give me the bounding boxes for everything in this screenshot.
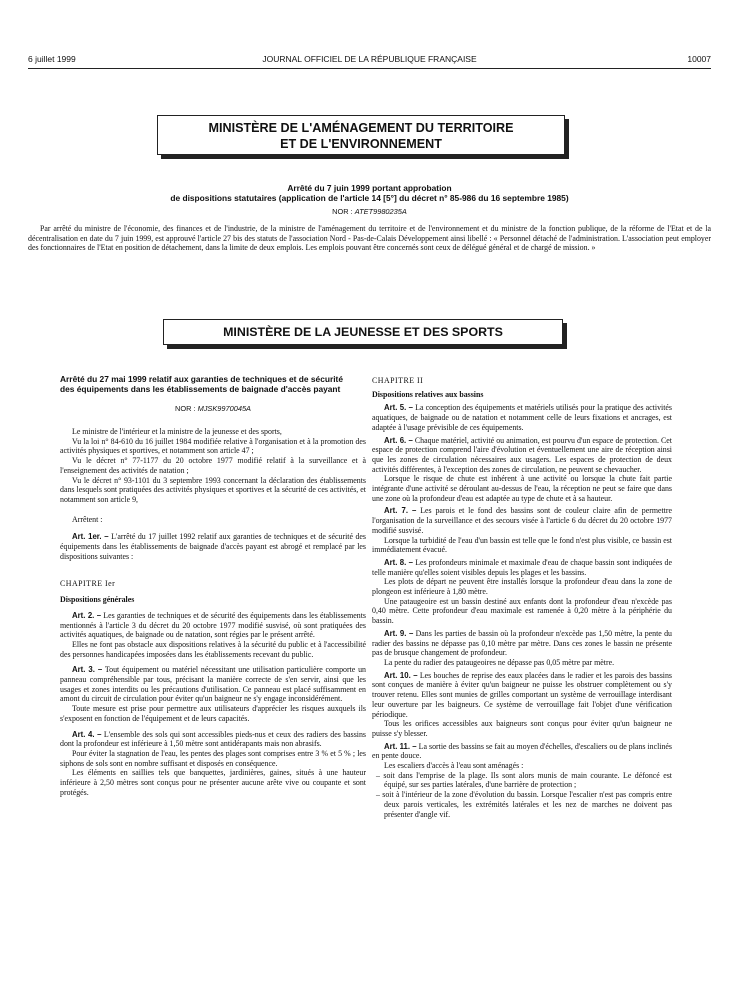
article-3-text: Tout équipement ou matériel nécessitant une utilisation particulière comporte un panneau compréhensible par tous, précisant la manière correcte de s'en servir, ainsi que les usages et zones interdits ou les précautions d'utilisation. Ce panneau est placé suffisamment en amont du circuit de circulation pour éviter qu'un baigneur ne s'y engage inconsidérément. <box>60 665 366 704</box>
article-2-label: Art. 2. – <box>72 610 102 620</box>
article-2-para-2: Elles ne font pas obstacle aux dispositions relatives à la sécurité du public et à l'accessibilité des personnes handicapées imposées dans les établissements recevant du public. <box>60 639 366 659</box>
ministry2-title: MINISTÈRE DE LA JEUNESSE ET DES SPORTS <box>223 325 503 339</box>
article-8-para-3: Une pataugeoire est un bassin destiné aux enfants dont la profondeur d'eau n'excède pas 0,40 mètre. Cette profondeur d'eau maximale est ramenée à 0,20 mètre à la périphérie du bassin. <box>372 596 672 626</box>
visa-2: Vu le décret n° 77-1177 du 20 octobre 1977 modifié relatif à la surveillance et à l'enseignement des activités de natation ; <box>60 456 366 475</box>
article-8 <box>372 558 672 577</box>
nor-label: NOR : <box>332 207 353 216</box>
nor-code: MJSK9970045A <box>197 404 251 413</box>
article-11-text: La sortie des bassins se fait au moyen d'échelles, d'escaliers ou de plans inclinés en pente douce. <box>372 741 672 761</box>
arrete1-title-line1: Arrêté du 7 juin 1999 portant approbation <box>287 183 452 193</box>
article-8-para-2: Les plots de départ ne peuvent être installés lorsque la profondeur d'eau dans la zone de plongeon est inférieure à 1,80 mètre. <box>372 577 672 597</box>
header-page-number: 10007 <box>687 54 711 64</box>
arrete1-title <box>28 183 711 203</box>
right-column <box>372 376 672 819</box>
article-6-para-2: Lorsque le risque de chute est inhérent à une activité ou lorsque la chute fait partie intégrante d'une activité se déroulant au-dessus de l'eau, la réception ne peut se faire que dans une zone où la profondeur d'eau est adaptée au type de chute et à sa hauteur. <box>372 474 672 503</box>
arretent: Arrêtent : <box>72 514 103 524</box>
article-9-label: Art. 9. – <box>384 628 414 638</box>
stairs-list <box>372 771 672 820</box>
article-6 <box>372 436 672 475</box>
article-7-para-2: Lorsque la turbidité de l'eau d'un bassin est telle que le fond n'est plus visible, ce bassin est immédiatement évacué. <box>372 535 672 555</box>
chapter-2-heading: CHAPITRE II <box>372 376 424 385</box>
arrete2-title: Arrêté du 27 mai 1999 relatif aux garanties de techniques et de sécurité des équipements dans les établissements de baignade d'accès payant <box>60 374 344 394</box>
article-6-label: Art. 6. – <box>384 435 413 445</box>
article-5 <box>372 403 672 432</box>
article-10-label: Art. 10. – <box>384 670 418 680</box>
article-9 <box>372 629 672 658</box>
arrete1-title-line2: de dispositions statutaires (application de l'article 14 [5°] du décret n° 85-986 du 16 septembre 1985) <box>170 193 569 203</box>
article-3-para-2: Toute mesure est prise pour permettre aux utilisateurs d'apprécier les risques auxquels ils s'exposent en fonction de l'équipement et de leurs capacités. <box>60 704 366 723</box>
nor-label: NOR : <box>174 404 196 413</box>
ministry-title-line2: ET DE L'ENVIRONNEMENT <box>280 137 442 151</box>
header-rule <box>28 68 711 69</box>
article-1-text: L'arrêté du 17 juillet 1992 relatif aux garanties de techniques et de sécurité des équipements dans les établissements de baignade d'accès payant est abrogé et remplacé par les dispositions suivantes : <box>60 532 366 561</box>
page-header <box>28 54 711 66</box>
article-2-text: Les garanties de techniques et de sécurité des équipements dans les établissements mentionnés à l'article 3 du décret du 20 octobre 1977 modifié susvisé, où sont pratiquées des activités aquatiques, de baignade ou de natation, sont régies par le présent arrêté. <box>60 610 366 640</box>
article-4-label: Art. 4. – <box>72 729 102 739</box>
article-9-para-2: La pente du radier des pataugeoires ne dépasse pas 0,05 mètre par mètre. <box>384 657 615 667</box>
article-10 <box>372 671 672 720</box>
article-10-text: Les bouches de reprise des eaux placées dans le radier et les parois des bassins sont conçues de manière à éviter qu'un baigneur ne puisse les obstruer complètement ou s'y trouver retenu. Elles sont munies de grilles comportant un système de verrouillage interdisant leur ouverture par les baigneurs. Ce système de verrouillage fait l'objet d'une vérification périodique. <box>372 670 672 719</box>
visa-0: Le ministre de l'intérieur et la ministre de la jeunesse et des sports, <box>72 427 282 436</box>
header-date: 6 juillet 1999 <box>28 54 76 64</box>
article-11-para-2: Les escaliers d'accès à l'eau sont aménagés : <box>384 761 524 771</box>
article-8-text: Les profondeurs minimale et maximale d'eau de chaque bassin sont indiquées de telle manière qu'elles soient visibles depuis les plages et les bassins. <box>372 557 672 577</box>
article-9-text: Dans les parties de bassin où la profondeur n'excède pas 1,50 mètre, la pente du radier des bassins ne dépasse pas 0,10 mètre par mètre. Dans ces zones le bassin ne présente pas de brusque changement de profondeur. <box>372 628 672 658</box>
arrete1-nor <box>28 207 711 216</box>
article-5-label: Art. 5. – <box>384 403 413 413</box>
chapter-2-title: Dispositions relatives aux bassins <box>372 389 484 399</box>
ministry-box-amenagement <box>157 115 565 155</box>
article-6-text: Chaque matériel, activité ou animation, est pourvu d'un espace de protection. Cet espace de protection comprend l'aire d'évolution et éventuellement une aire de réception ainsi que les zones de circulation nécessaires aux usagers. Les espaces de protection de deux activités différentes, à l'exception des zones de circulation, ne peuvent se chevaucher. <box>372 435 672 474</box>
article-3 <box>60 665 366 704</box>
list-item: – soit dans l'emprise de la plage. Ils sont alors munis de main courante. Le défoncé est équipé, sur ses parties latérales, d'une barrière de protection ; <box>376 770 672 790</box>
list-item: – soit à l'intérieur de la zone d'évolution du bassin. Lorsque l'escalier n'est pas compris entre deux parois verticales, les extrémités latérales et les nez de marches ne doivent pas présenter d'angle vif. <box>376 790 672 819</box>
article-1 <box>60 532 366 561</box>
arrete2-nor <box>60 404 366 413</box>
article-3-label: Art. 3. – <box>72 665 103 675</box>
chapter-1-heading: CHAPITRE Ier <box>60 579 116 589</box>
article-8-label: Art. 8. – <box>384 557 414 567</box>
article-1-label: Art. 1er. – <box>72 532 109 542</box>
visa-1: Vu la loi n° 84-610 du 16 juillet 1984 modifiée relative à l'organisation et à la promotion des activités physiques et sportives, et notamment son article 47 ; <box>60 436 366 456</box>
article-4 <box>60 730 366 749</box>
article-10-para-2: Tous les orifices accessibles aux baigneurs sont conçus pour éviter qu'un baigneur ne puisse s'y blesser. <box>372 719 672 738</box>
article-4-para-2: Pour éviter la stagnation de l'eau, les pentes des plages sont comprises entre 3 % et 5 % ; les siphons de sols sont en nombre suffisant et disposés en conséquence. <box>60 748 366 768</box>
article-5-text: La conception des équipements et matériels utilisés pour la pratique des activités aquatiques, de baignade ou de natation et notamment celle de leurs fixations et ancrages, est adaptée à l'usage prévisible de ces équipements. <box>372 403 672 432</box>
article-4-text: L'ensemble des sols qui sont accessibles pieds-nus et ceux des radiers des bassins dont la profondeur est inférieure à 1,50 mètre sont antidérapants mais non abrasifs. <box>60 729 366 749</box>
ministry-title-line1: MINISTÈRE DE L'AMÉNAGEMENT DU TERRITOIRE <box>208 121 514 135</box>
nor-code: ATET9980235A <box>354 207 407 216</box>
article-2 <box>60 611 366 640</box>
article-4-para-3: Les éléments en saillies tels que banquettes, jardinières, gaines, situés à une hauteur inférieure à 2,50 mètres sont conçus pour ne présenter aucune arête vive ou coupante et sont protégés. <box>60 768 366 797</box>
arrete1-body: Par arrêté du ministre de l'économie, des finances et de l'industrie, de la ministre de l'aménagement du territoire et de l'environnement et du ministre de la fonction publique, de la réforme de l'Etat et de la décentralisation en date du 7 juin 1999, est approuvé l'article 27 bis des statuts de l'association Nord - Pas-de-Calais Développement ainsi libellé : « Personnel détaché de l'administration. L'association peut employer des fonctionnaires de l'Etat en position de détachement, dans la limite de deux emplois. Les emplois pouvant être concernés sont ceux de délégué général et de chargé de mission. » <box>28 224 711 253</box>
visa-3: Vu le décret n° 93-1101 du 3 septembre 1993 concernant la déclaration des établissements dans lesquels sont pratiquées des activités physiques et sportives et la sécurité de ces activités, et notamment son article 9, <box>60 475 366 504</box>
article-7-text: Les parois et le fond des bassins sont de couleur claire afin de permettre l'organisation de la surveillance et des secours visée à l'article 6 du décret du 20 octobre 1977 modifié susvisé. <box>372 506 672 535</box>
article-11 <box>372 742 672 761</box>
chapter-1-title: Dispositions générales <box>60 595 135 605</box>
ministry-box-jeunesse <box>163 319 563 345</box>
article-7-label: Art. 7. – <box>384 506 417 516</box>
article-11-label: Art. 11. – <box>384 741 417 751</box>
header-journal: JOURNAL OFFICIEL DE LA RÉPUBLIQUE FRANÇAISE <box>262 54 477 64</box>
article-7 <box>372 506 672 535</box>
left-column <box>60 374 366 798</box>
